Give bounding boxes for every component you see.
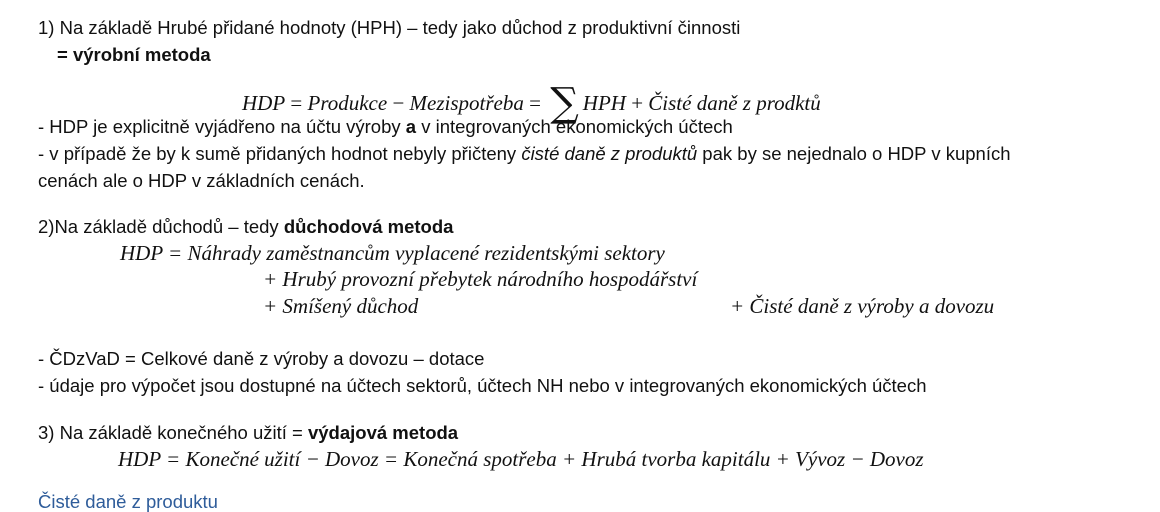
section2-heading-pre: 2)Na základě důchodů – tedy (38, 216, 284, 237)
section2-formula-line1: HDP = Náhrady zaměstnancům vyplacené rezidentskými sektory (120, 241, 665, 265)
note2-italic: čisté daně z produktů (521, 143, 698, 164)
section2-formula-line3b: + Čisté daně z výroby a dovozu (730, 294, 995, 318)
note1-post: v integrovaných ekonomických účtech (416, 116, 733, 137)
section3-method: výdajová metoda (307, 422, 459, 443)
section1-method (57, 46, 211, 65)
footer-link[interactable]: Čisté daně z produktu (38, 491, 218, 512)
section1-note1 (38, 118, 733, 137)
section2-method: důchodová metoda (283, 216, 454, 237)
section2-formula-line3a: + Smíšený důchod (263, 294, 419, 318)
section1-formula (242, 77, 821, 126)
formula-eq1: = (285, 91, 308, 115)
formula-lhs: HDP (242, 91, 286, 115)
formula-minus: − (387, 91, 410, 115)
section3-formula: HDP = Konečné užití − Dovoz = Konečná spotřeba + Hrubá tvorba kapitálu + Vývoz − Dovoz (118, 447, 924, 471)
section2-heading (38, 218, 453, 237)
section2-note1: - ČDzVaD = Celkové daně z výroby a dovozu – dotace (38, 348, 485, 369)
formula-eq2: = (523, 91, 547, 115)
formula-term-dane: Čisté daně z prodktů (648, 91, 821, 115)
sum-symbol: ∑ (550, 80, 579, 126)
note1-bold: a (405, 116, 417, 137)
note1-pre: - HDP je explicitně vyjádřeno na účtu výroby (38, 116, 406, 137)
section1-heading: 1) Na základě Hrubé přidané hodnoty (HPH) – tedy jako důchod z produktivní činnosti (38, 17, 741, 38)
formula-term-hph: HPH (582, 91, 626, 115)
section3-heading-pre: 3) Na základě konečného užití = (38, 422, 308, 443)
section1-note2-cont: cenách ale o HDP v základních cenách. (38, 170, 365, 191)
note2-pre: - v případě že by k sumě přidaných hodnot nebyly přičteny (38, 143, 522, 164)
section3-heading (38, 424, 458, 443)
formula-term-mezispotreba: Mezispotřeba (409, 91, 524, 115)
note2-post: pak by se nejednalo o HDP v kupních (697, 143, 1011, 164)
section1-method-label: = výrobní metoda (57, 44, 211, 65)
formula-plus: + (625, 91, 649, 115)
section2-formula-line2: + Hrubý provozní přebytek národního hospodářství (263, 267, 698, 291)
section1-note2 (38, 145, 1011, 164)
formula-term-produkce: Produkce (307, 91, 388, 115)
section2-note2: - údaje pro výpočet jsou dostupné na účtech sektorů, účtech NH nebo v integrovaných ekonomických účtech (38, 375, 927, 396)
